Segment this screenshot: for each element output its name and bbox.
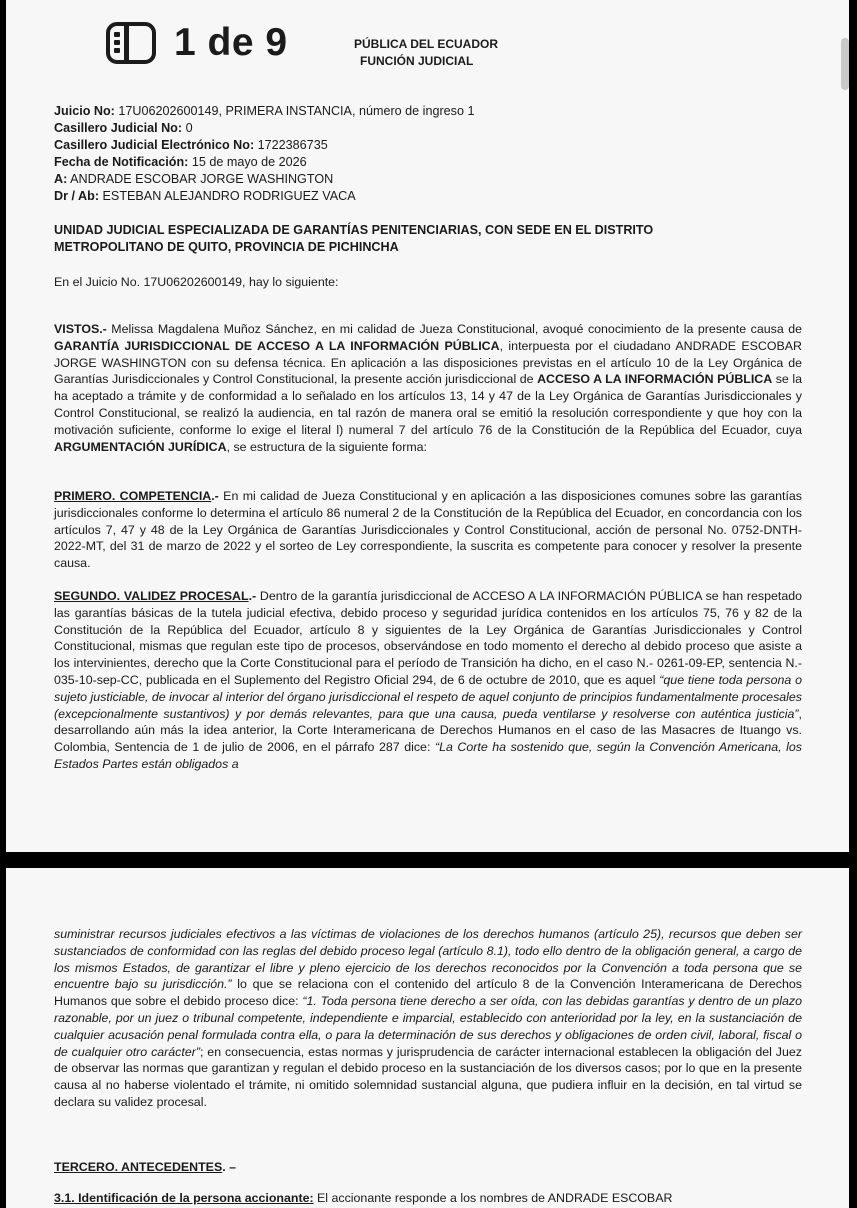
- subsection-3-1: 3.1. Identificación de la persona accionante: El accionante responde a los nombres de ANDRADE ESCOBAR: [54, 1191, 673, 1205]
- meta-casillero: Casillero Judicial No: 0: [54, 121, 193, 135]
- intro-paragraph: En el Juicio No. 17U06202600149, hay lo siguiente:: [54, 275, 339, 289]
- page-indicator[interactable]: [106, 14, 288, 72]
- section-heading-tercero: TERCERO. ANTECEDENTES: [54, 1160, 223, 1174]
- header-line-1: PÚBLICA DEL ECUADOR: [354, 37, 499, 51]
- segundo-validez-paragraph: SEGUNDO. VALIDEZ PROCESAL.- Dentro de la garantía jurisdiccional de ACCESO A LA INFORMACIÓN PÚBLICA se han respetado las garantías básicas de la tutela judicial efectiva, debido proceso y seguridad jurídica contenidos en los artículos 75, 76 y 82 de la Constitución de la República del Ecuador, artículo 8 y siguientes de la Ley Orgánica de Garantías Jurisdiccionales y Control Constitucional, mismas que regulan este tipo de procesos, observándose en todo momento el derecho al debido proceso que asiste a los intervinientes, derecho que la Corte Constitucional para el período de Transición ha dicho, en el caso N.- 0261-09-EP, sentencia N.- 035-10-sep-CC, publicada en el Suplemento del Registro Oficial 294, de 6 de octubre de 2010, que es aquel “que tiene toda persona o sujeto justiciable, de invocar al interior del órgano jurisdiccional el respeto de aquel conjunto de principios fundamentalmente procesales (excepcionalmente sustantivos) y por demás relevantes, para que una causa, pueda ventilarse y resolverse con auténtica justicia”, desarrollando aún más la idea anterior, la Corte Interamericana de Derechos Humanos en el caso de las Masacres de Ituango vs. Colombia, Sentencia de 1 de julio de 2006, en el párrafo 287 dice: “La Corte ha sostenido que, según la Convención Americana, los Estados Partes están obligados a: [54, 589, 802, 771]
- document-page-1: [6, 0, 849, 852]
- meta-fecha: Fecha de Notificación: 15 de mayo de 2026: [54, 155, 307, 169]
- segundo-continuation-paragraph: suministrar recursos judiciales efectivos a las víctimas de violaciones de los derechos humanos (artículo 25), recursos que deben ser sustanciados de conformidad con las reglas del debido proceso legal (artículo 8.1), todo ello dentro de la obligación general, a cargo de los mismos Estados, de garantizar el libre y pleno ejercicio de los derechos reconocidos por la Convención a toda persona que se encuentre bajo su jurisdicción.” lo que se relaciona con el contenido del artículo 8 de la Convención Interamericana de Derechos Humanos que sobre el debido proceso dice: “1. Toda persona tiene derecho a ser oída, con las debidas garantías y dentro de un plazo razonable, por un juez o tribunal competente, independiente e imparcial, establecido con anterioridad por la ley, en la sustanciación de cualquier acusación penal formulada contra ella, o para la determinación de sus derechos y obligaciones de orden civil, laboral, fiscal o de cualquier otro carácter”; en consecuencia, estas normas y jurisprudencia de carácter internacional establecen la obligación del Juez de observar las normas que garantizan y regulan el debido proceso en la sustanciación de los diversos casos; por lo que en la presente causa al no haberse violentado el trámite, ni omitido solemnidad sustancial alguna, que pudiera influir en la decisión, en tal virtud se declara su validez procesal.: [54, 927, 802, 1109]
- meta-abogado: Dr / Ab: ESTEBAN ALEJANDRO RODRIGUEZ VACA: [54, 189, 356, 203]
- primero-competencia-paragraph: PRIMERO. COMPETENCIA.- En mi calidad de Jueza Constitucional y en aplicación a las disposiciones comunes sobre las garantías jurisdiccionales conforme lo determina el artículo 86 numeral 2 de la Constitución de la República del Ecuador, en concordancia con los artículos 7, 47 y 48 de la Ley Orgánica de Garantías Jurisdiccionales y Control Constitucional, acción de personal No. 0752-DNTH-2022-MT, del 31 de marzo de 2022 y el sorteo de Ley correspondiente, la suscrita es competente para conocer y resolver la presente causa.: [54, 489, 802, 571]
- section-heading-segundo: SEGUNDO. VALIDEZ PROCESAL: [54, 589, 249, 603]
- case-metadata: [54, 103, 474, 205]
- scrollbar-thumb[interactable]: [841, 38, 849, 90]
- document-header: [354, 36, 498, 70]
- header-line-2: FUNCIÓN JUDICIAL: [360, 54, 474, 68]
- page-thumbnails-icon[interactable]: [106, 22, 156, 64]
- section-heading-primero: PRIMERO. COMPETENCIA: [54, 489, 212, 503]
- court-name: UNIDAD JUDICIAL ESPECIALIZADA DE GARANTÍAS PENITENCIARIAS, CON SEDE EN EL DISTRITO METROPOLITANO DE QUITO, PROVINCIA DE PICHINCHA: [54, 223, 654, 254]
- meta-destinatario: A: ANDRADE ESCOBAR JORGE WASHINGTON: [54, 172, 334, 186]
- page-counter: 1 de 9: [174, 21, 288, 64]
- meta-casillero-electronico: Casillero Judicial Electrónico No: 1722386735: [54, 138, 328, 152]
- vistos-paragraph: VISTOS.- Melissa Magdalena Muñoz Sánchez, en mi calidad de Jueza Constitucional, avoqué conocimiento de la presente causa de GARANTÍA JURISDICCIONAL DE ACCESO A LA INFORMACIÓN PÚBLICA, interpuesta por el ciudadano ANDRADE ESCOBAR JORGE WASHINGTON con su defensa técnica. En aplicación a las disposiciones previstas en el artículo 10 de la Ley Orgánica de Garantías Jurisdiccionales y Control Constitucional, la presente acción jurisdiccional de ACCESO A LA INFORMACIÓN PÚBLICA se la ha aceptado a trámite y de conformidad a lo señalado en los artículos 13, 14 y 47 de la Ley Orgánica de Garantías Jurisdiccionales y Control Constitucional, se realizó la audiencia, en tal razón de manera oral se emitió la resolución correspondiente y que hoy con la motivación suficiente, conforme lo exige el literal l) numeral 7 del artículo 76 de la Constitución de la República del Ecuador, cuya ARGUMENTACIÓN JURÍDICA, se estructura de la siguiente forma:: [54, 322, 802, 454]
- document-page-2: [6, 868, 849, 1208]
- meta-juicio: Juicio No: 17U06202600149, PRIMERA INSTANCIA, número de ingreso 1: [54, 104, 475, 118]
- tercero-antecedentes-heading: TERCERO. ANTECEDENTES. –: [54, 1160, 236, 1174]
